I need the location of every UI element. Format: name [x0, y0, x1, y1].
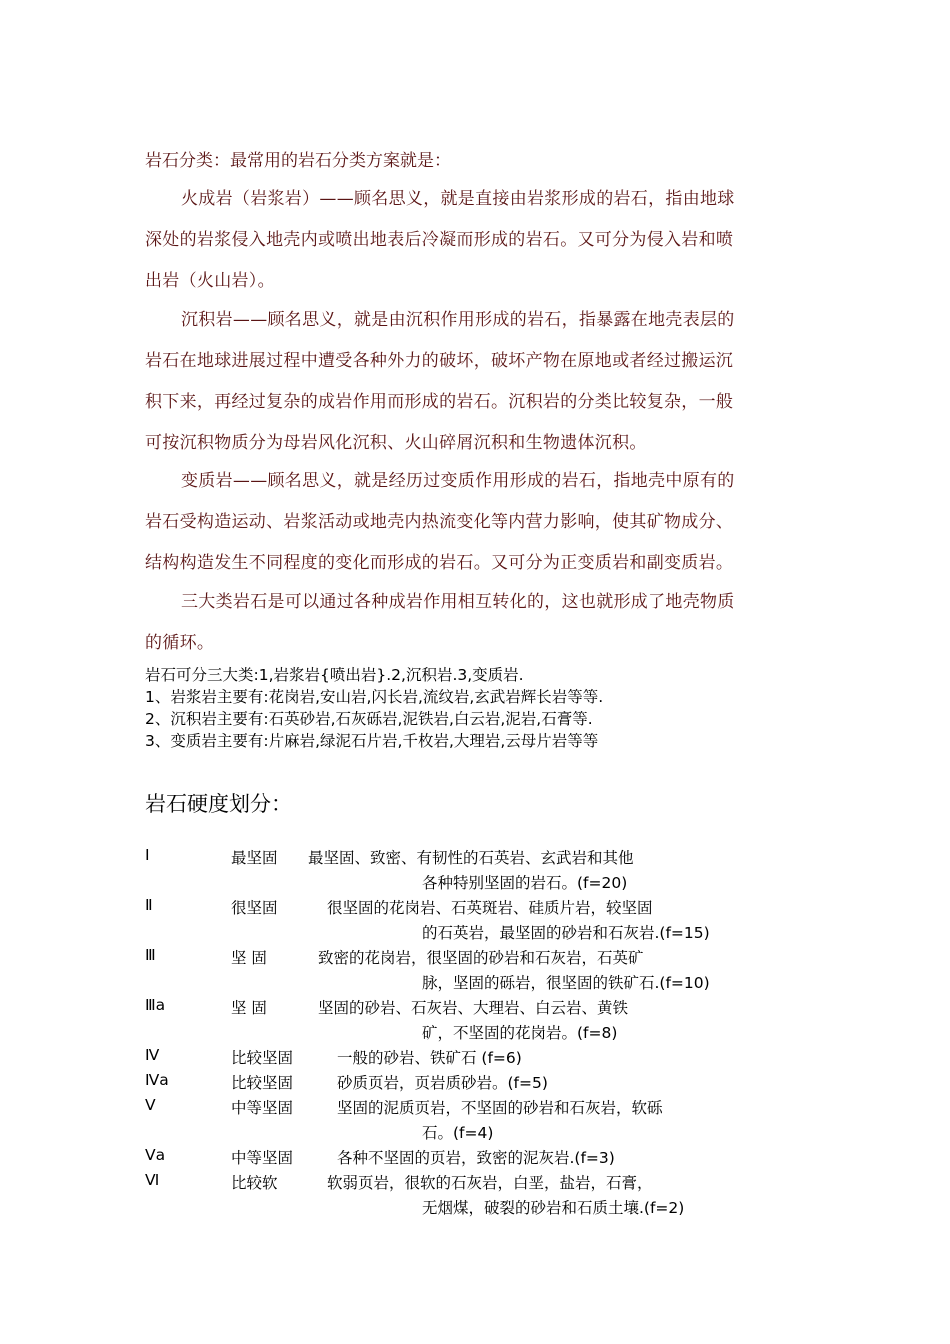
description: 坚固的泥质页岩，不坚固的砂岩和石灰岩，软砾 — [337, 1099, 663, 1117]
description: 最坚固、致密、有韧性的石英岩、玄武岩和其他 — [308, 849, 634, 867]
list-item: 1、岩浆岩主要有:花岗岩,安山岩,闪长岩,流纹岩,玄武岩辉长岩等等. — [145, 688, 604, 706]
hardness-row — [145, 1071, 825, 1096]
hardness-heading: 岩石硬度划分： — [145, 792, 292, 816]
description-cont: 各种特别坚固的岩石。(f=20) — [422, 874, 628, 892]
hardness-row-cont — [145, 871, 825, 896]
paragraph-metamorphic — [145, 461, 815, 584]
grade-label: Ⅵ — [145, 1171, 160, 1189]
degree-label: 坚 固 — [231, 999, 267, 1017]
hardness-row — [145, 946, 825, 971]
description-cont: 的石英岩，最坚固的砂岩和石灰岩.(f=15) — [422, 924, 710, 942]
description: 软弱页岩，很软的石灰岩，白垩，盐岩，石膏， — [327, 1174, 653, 1192]
grade-label: Ⅲ — [145, 946, 156, 964]
description: 坚固的砂岩、石灰岩、大理岩、白云岩、黄铁 — [318, 999, 629, 1017]
description: 致密的花岗岩，很坚固的砂岩和石灰岩，石英矿 — [318, 949, 644, 967]
list-item: 岩石可分三大类:1,岩浆岩{喷出岩}.2,沉积岩.3,变质岩. — [145, 666, 524, 684]
degree-label: 坚 固 — [231, 949, 267, 967]
description-cont: 脉，坚固的砾岩，很坚固的铁矿石.(f=10) — [422, 974, 710, 992]
hardness-row — [145, 896, 825, 921]
list-item: 2、沉积岩主要有:石英砂岩,石灰砾岩,泥铁岩,白云岩,泥岩,石膏等. — [145, 710, 593, 728]
paragraph-line: 的循环。 — [145, 633, 215, 653]
grade-label: Ⅴ — [145, 1096, 156, 1114]
description-cont: 石。(f=4) — [422, 1124, 494, 1142]
paragraph-line: 积下来，再经过复杂的成岩作用而形成的岩石。沉积岩的分类比较复杂，一般 — [145, 392, 734, 412]
paragraph-line: 火成岩（岩浆岩）——顾名思义，就是直接由岩浆形成的岩石，指由地球 — [181, 189, 735, 209]
paragraph-line: 可按沉积物质分为母岩风化沉积、火山碎屑沉积和生物遗体沉积。 — [145, 433, 647, 453]
hardness-row — [145, 1146, 825, 1171]
grade-label: Ⅴa — [145, 1146, 166, 1164]
degree-label: 中等坚固 — [231, 1149, 294, 1167]
paragraph-line: 结构构造发生不同程度的变化而形成的岩石。又可分为正变质岩和副变质岩。 — [145, 553, 734, 573]
hardness-row — [145, 846, 825, 871]
hardness-table — [145, 846, 825, 1221]
hardness-row — [145, 1046, 825, 1071]
paragraph-line: 岩石受构造运动、岩浆活动或地壳内热流变化等内营力影响，使其矿物成分、 — [145, 512, 734, 532]
rock-type-list — [145, 664, 603, 752]
paragraph-line: 三大类岩石是可以通过各种成岩作用相互转化的，这也就形成了地壳物质 — [181, 592, 735, 612]
description: 很坚固的花岗岩、石英斑岩、硅质片岩，较坚固 — [327, 899, 653, 917]
description: 一般的砂岩、铁矿石 (f=6) — [337, 1049, 522, 1067]
hardness-row-cont — [145, 1196, 825, 1221]
degree-label: 很坚固 — [231, 899, 278, 917]
paragraph-line: 深处的岩浆侵入地壳内或喷出地表后冷凝而形成的岩石。又可分为侵入岩和喷 — [145, 230, 734, 250]
paragraph-sedimentary — [145, 300, 815, 464]
degree-label: 中等坚固 — [231, 1099, 294, 1117]
hardness-row-cont — [145, 921, 825, 946]
degree-label: 比较坚固 — [231, 1049, 294, 1067]
degree-label: 比较坚固 — [231, 1074, 294, 1092]
paragraph-cycle — [145, 582, 815, 664]
hardness-row-cont — [145, 1121, 825, 1146]
grade-label: Ⅳa — [145, 1071, 169, 1089]
hardness-row — [145, 1171, 825, 1196]
grade-label: Ⅱ — [145, 896, 153, 914]
paragraph-igneous — [145, 179, 815, 302]
description-cont: 矿，不坚固的花岗岩。(f=8) — [422, 1024, 618, 1042]
description: 砂质页岩，页岩质砂岩。(f=5) — [337, 1074, 548, 1092]
hardness-row-cont — [145, 971, 825, 996]
grade-label: Ⅰ — [145, 846, 150, 864]
description: 各种不坚固的页岩，致密的泥灰岩.(f=3) — [337, 1149, 615, 1167]
degree-label: 最坚固 — [231, 849, 278, 867]
paragraph-line: 岩石在地球进展过程中遭受各种外力的破坏，破坏产物在原地或者经过搬运沉 — [145, 351, 734, 371]
list-item: 3、变质岩主要有:片麻岩,绿泥石片岩,千枚岩,大理岩,云母片岩等等 — [145, 732, 599, 750]
paragraph-line: 变质岩——顾名思义，就是经历过变质作用形成的岩石，指地壳中原有的 — [181, 471, 735, 491]
grade-label: Ⅲa — [145, 996, 166, 1014]
hardness-row-cont — [145, 1021, 825, 1046]
paragraph-line: 沉积岩——顾名思义，就是由沉积作用形成的岩石，指暴露在地壳表层的 — [181, 310, 735, 330]
hardness-row — [145, 996, 825, 1021]
degree-label: 比较软 — [231, 1174, 278, 1192]
paragraph-line: 出岩（火山岩）。 — [145, 271, 275, 291]
description-cont: 无烟煤，破裂的砂岩和石质土壤.(f=2) — [422, 1199, 685, 1217]
intro-line: 岩石分类：最常用的岩石分类方案就是： — [145, 151, 451, 171]
hardness-row — [145, 1096, 825, 1121]
grade-label: Ⅳ — [145, 1046, 160, 1064]
